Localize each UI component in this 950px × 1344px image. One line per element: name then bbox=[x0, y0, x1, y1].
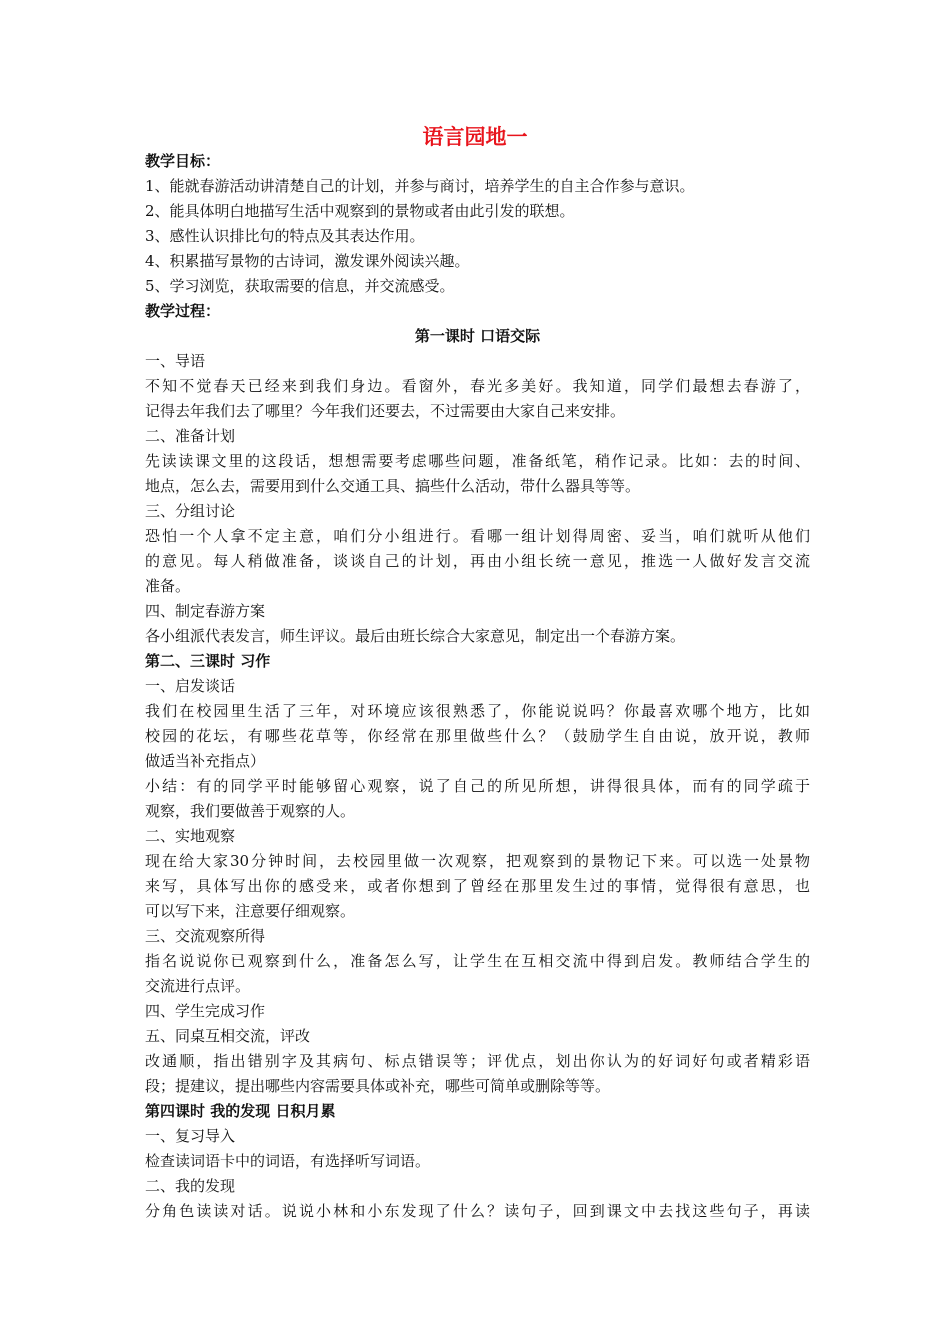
paragraph-line: 地点，怎么去，需要用到什么交通工具、搞些什么活动，带什么器具等等。 bbox=[145, 477, 641, 495]
lesson4-heading: 第四课时 我的发现 日积月累 bbox=[145, 1102, 336, 1120]
paragraph-line: 我们在校园里生活了三年，对环境应该很熟悉了，你能说说吗？你最喜欢哪个地方，比如 bbox=[145, 702, 810, 720]
goals-list bbox=[145, 174, 810, 299]
goal-item: 4、积累描写景物的古诗词，激发课外阅读兴趣。 bbox=[145, 252, 470, 270]
paragraph-line: 恐怕一个人拿不定主意，咱们分小组进行。看哪一组计划得周密、妥当，咱们就听从他们 bbox=[145, 527, 810, 545]
section-heading: 一、启发谈话 bbox=[145, 677, 236, 695]
paragraph-line: 做适当补充指点） bbox=[145, 752, 266, 770]
goal-item: 5、学习浏览，获取需要的信息，并交流感受。 bbox=[145, 277, 455, 295]
paragraph-line: 准备。 bbox=[145, 577, 191, 595]
paragraph-line: 段；提建议，提出哪些内容需要具体或补充，哪些可简单或删除等等。 bbox=[145, 1077, 611, 1095]
goal-item: 2、能具体明白地描写生活中观察到的景物或者由此引发的联想。 bbox=[145, 202, 575, 220]
section-heading: 四、制定春游方案 bbox=[145, 602, 266, 620]
goal-item: 1、能就春游活动讲清楚自己的计划，并参与商讨，培养学生的自主合作参与意识。 bbox=[145, 177, 695, 195]
paragraph-line: 观察，我们要做善于观察的人。 bbox=[145, 802, 356, 820]
paragraph-line: 分角色读读对话。说说小林和小东发现了什么？读句子，回到课文中去找这些句子，再读 bbox=[145, 1202, 810, 1220]
paragraph-line: 改通顺，指出错别字及其病句、标点错误等；评优点，划出你认为的好词好句或者精彩语 bbox=[145, 1052, 810, 1070]
section-heading: 二、准备计划 bbox=[145, 427, 236, 445]
lesson1-heading: 第一课时 口语交际 bbox=[414, 327, 541, 345]
document-body bbox=[145, 149, 810, 1224]
paragraph-line: 交流进行点评。 bbox=[145, 977, 251, 995]
paragraph-line: 指名说说你已观察到什么，准备怎么写，让学生在互相交流中得到启发。教师结合学生的 bbox=[145, 952, 810, 970]
paragraph-line: 校园的花坛，有哪些花草等，你经常在那里做些什么？（鼓励学生自由说，放开说，教师 bbox=[145, 727, 810, 745]
goal-item: 3、感性认识排比句的特点及其表达作用。 bbox=[145, 227, 425, 245]
lesson23-heading: 第二、三课时 习作 bbox=[145, 652, 271, 670]
process-heading: 教学过程： bbox=[145, 302, 221, 320]
section-heading: 二、我的发现 bbox=[145, 1177, 236, 1195]
paragraph-line: 记得去年我们去了哪里？今年我们还要去，不过需要由大家自己来安排。 bbox=[145, 402, 626, 420]
paragraph-line: 各小组派代表发言，师生评议。最后由班长综合大家意见，制定出一个春游方案。 bbox=[145, 627, 686, 645]
section-heading: 一、复习导入 bbox=[145, 1127, 236, 1145]
goals-heading: 教学目标： bbox=[145, 152, 221, 170]
section-heading: 三、分组讨论 bbox=[145, 502, 236, 520]
paragraph-line: 小结：有的同学平时能够留心观察，说了自己的所见所想，讲得很具体，而有的同学疏于 bbox=[145, 777, 810, 795]
paragraph-line: 可以写下来，注意要仔细观察。 bbox=[145, 902, 356, 920]
paragraph-line: 先读读课文里的这段话，想想需要考虑哪些问题，准备纸笔，稍作记录。比如：去的时间、 bbox=[145, 452, 810, 470]
section-heading: 三、交流观察所得 bbox=[145, 927, 266, 945]
paragraph-line: 不知不觉春天已经来到我们身边。看窗外，春光多美好。我知道，同学们最想去春游了， bbox=[145, 377, 810, 395]
section-heading: 五、同桌互相交流，评改 bbox=[145, 1027, 311, 1045]
paragraph-line: 现在给大家30分钟时间，去校园里做一次观察，把观察到的景物记下来。可以选一处景物 bbox=[145, 852, 810, 870]
paragraph-line: 来写，具体写出你的感受来，或者你想到了曾经在那里发生过的事情，觉得很有意思，也 bbox=[145, 877, 810, 895]
section-heading: 四、学生完成习作 bbox=[145, 1002, 266, 1020]
paragraph-line: 检查读词语卡中的词语，有选择听写词语。 bbox=[145, 1152, 431, 1170]
document-title: 语言园地一 bbox=[422, 125, 528, 149]
paragraph-line: 的意见。每人稍做准备，谈谈自己的计划，再由小组长统一意见，推选一人做好发言交流 bbox=[145, 552, 810, 570]
section-heading: 二、实地观察 bbox=[145, 827, 236, 845]
section-heading: 一、导语 bbox=[145, 352, 206, 370]
